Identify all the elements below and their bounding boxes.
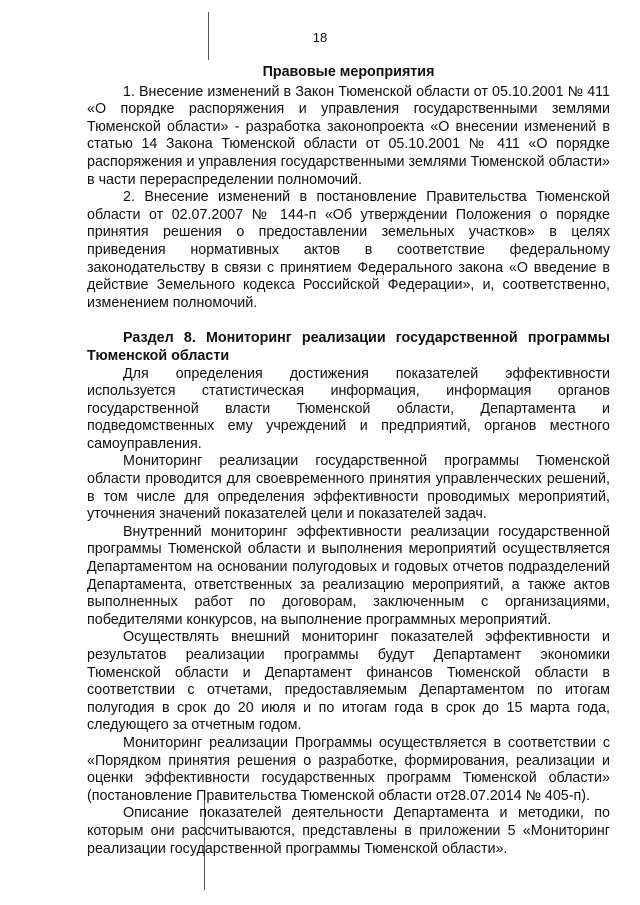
monitoring-paragraph: Осуществлять внешний мониторинг показателей эффективности и результатов реализации программы будут Департамент экономики Тюменской области и Департамент финансов Тюменской области в соответствии с отчетами, предоставляемым Департаментом по итогам полугодия в срок до 20 июля и по итогам года в срок до 15 марта года, следующего за отчетным годом. xyxy=(87,629,610,734)
monitoring-paragraph: Мониторинг реализации государственной программы Тюменской области проводится для своевременного принятия управленческих решений, в том числе для определения эффективности проводимых мероприятий, уточнения значений показателей цели и показателей задач. xyxy=(87,453,610,523)
document-body xyxy=(87,64,610,858)
legal-measure-paragraph: 1. Внесение изменений в Закон Тюменской области от 05.10.2001 № 411 «О порядке распоряжения и управления государственными землями Тюменской области» - разработка законопроекта «О внесении изменений в статью 14 Закона Тюменской области от 05.10.2001 № 411 «О порядке распоряжения и управления государственными землями Тюменской области» в части перераспределении полномочий. xyxy=(87,83,610,188)
legal-measure-paragraph: 2. Внесение изменений в постановление Правительства Тюменской области от 02.07.2007 № 144-п «Об утверждении Положения о порядке принятия решения о предоставлении земельных участков» в целях приведения нормативных актов в соответствие федеральному законодательству в связи с принятием Федерального закона «О введение в действие Земельного кодекса Российской Федерации», и, соответственно, изменением полномочий. xyxy=(87,189,610,311)
section-8-heading: Раздел 8. Мониторинг реализации государственной программы Тюменской области xyxy=(87,330,610,364)
monitoring-paragraph: Для определения достижения показателей эффективности используется статистическая информация, информация органов государственной власти Тюменской области, Департамента и подведомственных ему учреждений и предприятий, органов местного самоуправления. xyxy=(87,365,610,452)
monitoring-paragraph: Мониторинг реализации Программы осуществляется в соответствии с «Порядком принятия решения о разработке, формирования, реализации и оценки эффективности государственных программ Тюменской области» (постановление Правительства Тюменской области от28.07.2014 № 405-п). xyxy=(87,734,610,804)
legal-measures-heading: Правовые мероприятия xyxy=(262,64,435,80)
monitoring-paragraph: Внутренний мониторинг эффективности реализации государственной программы Тюменской области и выполнения мероприятий осуществляется Департаментом на основании полугодовых и годовых отчетов подразделений Департамента, ответственных за реализацию мероприятий, а также актов выполненных работ по договорам, заключенным с организациями, победителями конкурсов, на выполнение программных мероприятий. xyxy=(87,523,610,628)
monitoring-paragraph: Описание показателей деятельности Департамента и методики, по которым они рассчитываются, представлены в приложении 5 «Мониторинг реализации государственной программы Тюменской области». xyxy=(87,805,610,857)
page-number: 18 xyxy=(312,30,328,45)
